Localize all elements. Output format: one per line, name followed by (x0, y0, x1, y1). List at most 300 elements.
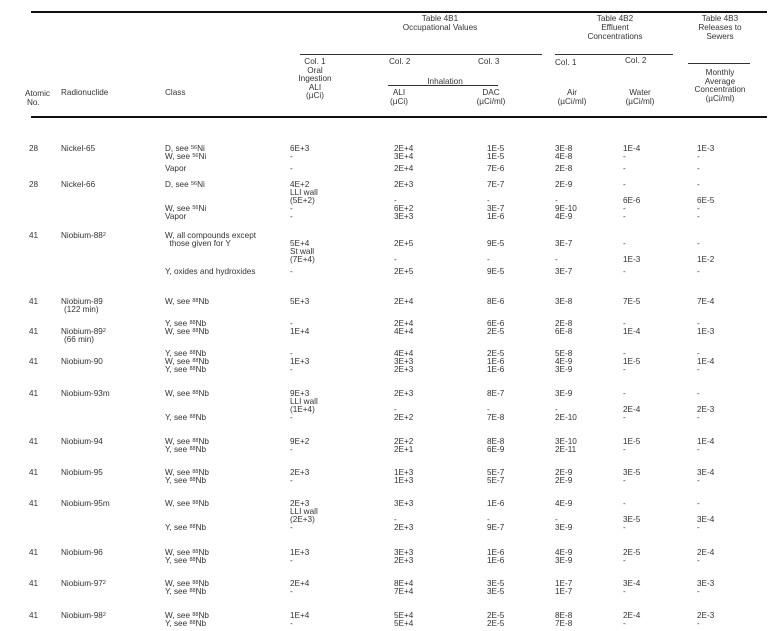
air-value: 8E-8 (555, 611, 573, 620)
water-value: - (623, 267, 626, 276)
class-text: W, see (165, 611, 193, 620)
water-value: - (623, 152, 626, 161)
sewer-value: - (697, 267, 700, 276)
sewer-value: - (697, 587, 700, 596)
atomic-no: 41 (29, 611, 39, 620)
isotope-mass-superscript: 88 (189, 446, 196, 452)
ali-inh-value: 1E+3 (394, 468, 414, 477)
ali-inh-value: 2E+3 (394, 556, 414, 565)
element-symbol: Nb (195, 445, 207, 454)
dac-value: 7E-8 (487, 413, 505, 422)
air-value: 7E-8 (555, 619, 573, 628)
atomic-no: 41 (29, 297, 39, 306)
class-label (165, 240, 231, 248)
dac-value: 7E-7 (487, 180, 505, 189)
water-value: - (623, 476, 626, 485)
radionuclide-name (61, 390, 110, 398)
water-value: 3E-5 (623, 515, 641, 524)
dac-value: 2E-5 (487, 327, 505, 336)
ali-inh-value: 3E+4 (394, 152, 414, 161)
dac-value: 3E-5 (487, 579, 505, 588)
class-label (165, 366, 206, 374)
class-text: Y, see (165, 365, 190, 374)
isotope-mass-superscript: 88 (189, 557, 196, 563)
class-text: Vapor (165, 164, 187, 173)
ali-oral-value: 2E+3 (290, 468, 310, 477)
water-value: - (623, 413, 626, 422)
air-value: 4E-9 (555, 357, 573, 366)
element-symbol: Ni (197, 144, 205, 153)
dac-value: 3E-7 (487, 204, 505, 213)
sewer-value: 6E-5 (697, 196, 715, 205)
sewer-value: - (697, 239, 700, 248)
ali-oral-value: - (290, 619, 293, 628)
atomic-no: 41 (29, 327, 39, 336)
ali-oral-value: - (290, 556, 293, 565)
ali-oral-value: - (290, 152, 293, 161)
sewer-value: - (697, 476, 700, 485)
air-value: 4E-9 (555, 499, 573, 508)
class-text: Vapor (165, 212, 187, 221)
dac-value: 1E-6 (487, 499, 505, 508)
water-value: - (623, 349, 626, 358)
sewer-value: - (697, 413, 700, 422)
water-value: - (623, 204, 626, 213)
ali-inh-value: 2E+4 (394, 144, 414, 153)
radionuclide-label: Niobium-89 (61, 327, 103, 336)
dac-label: DAC (482, 88, 500, 97)
ali-inh-value: 2E+3 (394, 523, 414, 532)
element-symbol: Nb (198, 327, 209, 336)
air-value: 3E-10 (555, 437, 577, 446)
oral-label: Oral (307, 65, 323, 75)
group-4b1-line2: Occupational Values (402, 23, 478, 32)
radionuclide-name (61, 438, 103, 446)
class-text: W, see (165, 297, 193, 306)
dac-value: - (487, 196, 490, 205)
air-value: 2E-11 (555, 445, 577, 454)
dac-value: 2E-5 (487, 611, 505, 620)
water-value: 2E-4 (623, 611, 641, 620)
water-value: - (623, 523, 626, 532)
footnote-marker: 2 (102, 328, 106, 334)
radionuclide-label: Nickel-65 (61, 144, 96, 153)
water-label: Water (629, 88, 651, 97)
average-label: Average (704, 76, 736, 86)
class-label (165, 328, 209, 336)
ali-inh-value: 2E+1 (394, 445, 414, 454)
air-value: 4E-8 (555, 152, 573, 161)
air-value: 3E-7 (555, 267, 573, 276)
ali-inh-value: 2E+4 (394, 164, 414, 173)
dac-value: 5E-7 (487, 476, 505, 485)
isotope-mass-superscript: 88 (189, 414, 196, 420)
radionuclide-label: Niobium-90 (61, 357, 103, 366)
ali-oral-value: (2E+3) (290, 515, 315, 524)
ali-inh-value: 7E+4 (394, 587, 414, 596)
class-label (165, 213, 186, 221)
water-value: - (623, 389, 626, 398)
dac-value: 1E-5 (487, 152, 505, 161)
top-rule (31, 11, 767, 13)
dac-value: 9E-7 (487, 523, 505, 532)
dac-value: - (487, 515, 490, 524)
ali-oral-value: - (290, 212, 293, 221)
atomic-no: 41 (29, 548, 39, 557)
half-life-note: (66 min) (64, 335, 95, 344)
sewer-value: 7E-4 (697, 297, 715, 306)
class-label (165, 557, 206, 565)
concentration-label: Concentration (694, 85, 746, 94)
class-text: W, see (165, 548, 193, 557)
water-value: 1E-5 (623, 437, 641, 446)
class-text: Y, see (165, 445, 190, 454)
water-value: - (623, 619, 626, 628)
water-value: 3E-4 (623, 579, 641, 588)
ali-oral-value: - (290, 413, 293, 422)
air-value: 2E-8 (555, 319, 573, 328)
class-text: D, see (165, 144, 191, 153)
header-class: Class (165, 88, 186, 97)
class-text: Y, see (165, 319, 190, 328)
ali-oral-value: - (290, 164, 293, 173)
sewer-value: - (697, 556, 700, 565)
footnote-marker: 2 (102, 612, 106, 618)
sewer-value: - (697, 445, 700, 454)
air-value: 2E-9 (555, 180, 573, 189)
radionuclide-name (61, 580, 106, 588)
isotope-mass-superscript: 88 (192, 549, 199, 555)
radionuclide-label: Niobium-89 (61, 297, 103, 306)
ali-oral-value: 2E+3 (290, 499, 310, 508)
ali-inh-value: 2E+2 (394, 437, 414, 446)
element-symbol: Nb (198, 357, 209, 366)
dac-value: 1E-6 (487, 556, 505, 565)
isotope-mass-superscript: 88 (189, 524, 196, 530)
element-symbol: Nb (198, 548, 209, 557)
footnote-marker: 2 (102, 580, 106, 586)
header-atomic-no (25, 89, 50, 107)
water-value: - (623, 212, 626, 221)
class-text: Y, see (165, 523, 190, 532)
radionuclide-name (61, 181, 95, 189)
class-text: Y, see (165, 619, 190, 628)
air-value: - (555, 515, 558, 524)
group-4b1-line1: Table 4B1 (421, 14, 459, 23)
ali-oral-value: 5E+4 (290, 239, 310, 248)
atomic-no: 41 (29, 389, 39, 398)
footnote-marker: 2 (102, 232, 106, 238)
dac-value: 7E-6 (487, 164, 505, 173)
class-text: W, see (165, 389, 193, 398)
water-unit-label: (µCi/ml) (625, 96, 655, 106)
header-col-4b3 (680, 69, 760, 103)
air-value: 1E-7 (555, 579, 573, 588)
class-label (165, 390, 209, 398)
air-unit-label: (µCi/ml) (557, 96, 587, 106)
air-value: 3E-8 (555, 144, 573, 153)
ali-inh-value: 8E+4 (394, 579, 414, 588)
water-value: - (623, 365, 626, 374)
header-radionuclide: Radionuclide (61, 88, 109, 97)
class-text: D, see (165, 180, 191, 189)
ali-inh-value: 4E+4 (394, 349, 414, 358)
header-col2-4b1-num: Col. 2 (389, 57, 411, 66)
radionuclide-name (61, 145, 95, 153)
class-label (165, 524, 206, 532)
no-label: No. (27, 98, 40, 107)
sewer-value: - (697, 619, 700, 628)
ali-oral-value: - (290, 204, 293, 213)
sewer-value: - (697, 365, 700, 374)
group-4b3-line3: Sewers (706, 32, 734, 41)
air-value: 3E-9 (555, 556, 573, 565)
header-col1-4b2-air (552, 89, 592, 106)
ali-oral-value: 1E+3 (290, 357, 310, 366)
ali-inh-value: 2E+2 (394, 413, 414, 422)
ali-inh-value: 4E+4 (394, 327, 414, 336)
ali-inh-value: 5E+4 (394, 611, 414, 620)
radionuclide-name (61, 500, 110, 508)
ali-inh-value: 2E+4 (394, 319, 414, 328)
group-4b3-line1: Table 4B3 (701, 14, 739, 23)
class-text: W, see (165, 468, 193, 477)
dac-value: 2E-5 (487, 619, 505, 628)
ali-oral-value: - (290, 445, 293, 454)
dac-value: 8E-6 (487, 297, 505, 306)
header-col1-4b1 (290, 58, 340, 101)
air-value: 3E-9 (555, 365, 573, 374)
class-text: Y, see (165, 476, 190, 485)
radionuclide-label: Niobium-93m (61, 389, 110, 398)
element-symbol: Nb (198, 297, 209, 306)
header-inhalation: Inhalation (427, 77, 463, 86)
element-symbol: Nb (195, 365, 207, 374)
atomic-no: 28 (29, 180, 39, 189)
isotope-mass-superscript: 88 (192, 298, 199, 304)
class-text: W, see (165, 499, 193, 508)
dac-value: 1E-6 (487, 365, 505, 374)
water-value: 3E-5 (623, 468, 641, 477)
sewer-value: - (697, 319, 700, 328)
header-col3-4b1-dac (470, 89, 512, 106)
isotope-mass-superscript: 88 (189, 620, 196, 626)
isotope-mass-superscript: 88 (189, 366, 196, 372)
isotope-mass-superscript: 88 (192, 390, 199, 396)
element-symbol: Nb (198, 611, 209, 620)
dac-value: 8E-8 (487, 437, 505, 446)
radionuclide-label: Niobium-96 (61, 548, 103, 557)
ali-inh-value: - (394, 405, 397, 414)
class-label (165, 446, 206, 454)
header-col2-4b1-ali (384, 89, 414, 106)
dac-value: 9E-5 (487, 267, 505, 276)
air-value: - (555, 255, 558, 264)
sewer-value: 1E-2 (697, 255, 715, 264)
ali-oral-value: St wall (290, 247, 315, 256)
sewer-value: 1E-3 (697, 327, 715, 336)
ali-inh-value: 2E+4 (394, 297, 414, 306)
air-value: - (555, 196, 558, 205)
class-label (165, 298, 209, 306)
dac-value: 9E-5 (487, 239, 505, 248)
element-symbol: Nb (198, 437, 209, 446)
element-symbol: Nb (198, 499, 209, 508)
dac-value: 1E-6 (487, 357, 505, 366)
class-label (165, 165, 186, 173)
element-symbol: Nb (195, 523, 207, 532)
ali-oral-value: 1E+3 (290, 548, 310, 557)
inh-uci-label: (µCi) (390, 96, 408, 106)
ali-inh-value: - (394, 255, 397, 264)
element-symbol: Ni (197, 180, 205, 189)
class-text: W, see (165, 327, 193, 336)
ali-label: ALI (308, 82, 322, 92)
ali-oral-value: 1E+4 (290, 611, 310, 620)
water-value: 6E-6 (623, 196, 641, 205)
radionuclide-label: Niobium-95m (61, 499, 110, 508)
sewer-value: 1E-4 (697, 437, 715, 446)
air-value: - (555, 405, 558, 414)
header-col2-4b2-water (620, 89, 660, 106)
radionuclide-label: Niobium-94 (61, 437, 103, 446)
group-4b3-title (680, 14, 760, 41)
ali-oral-value: - (290, 319, 293, 328)
class-label (165, 500, 209, 508)
class-text: W, see (165, 579, 193, 588)
radionuclide-label: Nickel-66 (61, 180, 96, 189)
ali-inh-value: 6E+2 (394, 204, 414, 213)
header-col3-4b1-num: Col. 3 (478, 57, 500, 66)
element-symbol: Ni (198, 152, 207, 161)
class-text: Y, see (165, 413, 190, 422)
air-value: 4E-9 (555, 212, 573, 221)
ali-inh-value: 2E+3 (394, 180, 414, 189)
isotope-mass-superscript: 56 (192, 205, 199, 211)
half-life-note: (122 min) (64, 305, 99, 314)
dac-unit-label: (µCi/ml) (476, 96, 506, 106)
ali-oral-value: 9E+2 (290, 437, 310, 446)
ali-oral-value: 4E+2 (290, 180, 310, 189)
water-value: - (623, 319, 626, 328)
ali-inh-value: 1E+3 (394, 476, 414, 485)
air-value: 1E-7 (555, 587, 573, 596)
sewer-value: 2E-3 (697, 611, 715, 620)
water-value: - (623, 180, 626, 189)
element-symbol: Nb (195, 413, 207, 422)
water-value: - (623, 556, 626, 565)
ali-oral-value: - (290, 267, 293, 276)
isotope-mass-superscript: 88 (192, 500, 199, 506)
isotope-mass-superscript: 56 (190, 145, 198, 151)
sewer-value: - (697, 523, 700, 532)
class-text: W, see (165, 204, 193, 213)
air-value: 4E-9 (555, 548, 573, 557)
dac-value: 6E-6 (487, 319, 505, 328)
ingestion-label: Ingestion (298, 74, 332, 83)
atomic-label: Atomic (25, 89, 51, 98)
air-value: 2E-9 (555, 476, 573, 485)
air-value: 2E-9 (555, 468, 573, 477)
air-value: 3E-8 (555, 297, 573, 306)
dac-value: 1E-6 (487, 548, 505, 557)
ali-inh-value: 3E+3 (394, 548, 414, 557)
ali-oral-value: LLI wall (290, 397, 318, 406)
water-value: - (623, 164, 626, 173)
ali-inh-value: 2E+3 (394, 389, 414, 398)
sewer-value: - (697, 152, 700, 161)
ali-oral-value: (5E+2) (290, 196, 315, 205)
element-symbol: Ni (198, 204, 207, 213)
isotope-mass-superscript: 88 (192, 328, 199, 334)
isotope-mass-superscript: 88 (192, 469, 199, 475)
ali-oral-value: - (290, 523, 293, 532)
water-value: 2E-4 (623, 405, 641, 414)
ali-inh-value: 5E+4 (394, 619, 414, 628)
water-value: - (623, 445, 626, 454)
group-4b2-line1: Table 4B2 (596, 14, 634, 23)
class-text: Y, see (165, 556, 190, 565)
class-text: Y, oxides and hydroxides (165, 267, 256, 276)
isotope-mass-superscript: 88 (192, 438, 199, 444)
isotope-mass-superscript: 56 (192, 153, 199, 159)
element-symbol: Nb (195, 619, 207, 628)
class-text: those given for Y (165, 239, 231, 248)
isotope-mass-superscript: 88 (189, 320, 196, 326)
class-label (165, 414, 206, 422)
ali-oral-value: (7E+4) (290, 255, 315, 264)
class-text: W, all compounds except (165, 231, 257, 240)
dac-value: 1E-5 (487, 144, 505, 153)
water-value: 1E-4 (623, 144, 641, 153)
sewer-value: - (697, 180, 700, 189)
ali-inh-value: 3E+3 (394, 357, 414, 366)
ali-oral-value: 1E+4 (290, 327, 310, 336)
dac-value: - (487, 255, 490, 264)
class-text: W, see (165, 357, 193, 366)
sewer-value: 1E-3 (697, 144, 715, 153)
ali-inh-value: - (394, 515, 397, 524)
element-symbol: Nb (198, 389, 209, 398)
group-4b1-title (380, 14, 500, 32)
air-value: 2E-10 (555, 413, 577, 422)
element-symbol: Nb (195, 319, 207, 328)
element-symbol: Nb (195, 349, 207, 358)
sewer-value: 3E-4 (697, 468, 715, 477)
header-col1-4b2-num: Col. 1 (555, 58, 577, 67)
sewer-value: 3E-4 (697, 515, 715, 524)
isotope-mass-superscript: 88 (189, 588, 196, 594)
class-label (165, 477, 206, 485)
isotope-mass-superscript: 88 (192, 612, 199, 618)
rule-4b3 (688, 63, 750, 64)
air-value: 5E-8 (555, 349, 573, 358)
sewer-value: - (697, 499, 700, 508)
sewer-value: - (697, 164, 700, 173)
atomic-no: 41 (29, 357, 39, 366)
sewer-value: - (697, 212, 700, 221)
isotope-mass-superscript: 88 (189, 350, 196, 356)
isotope-mass-superscript: 88 (189, 477, 196, 483)
air-value: 3E-7 (555, 239, 573, 248)
water-value: 1E-4 (623, 327, 641, 336)
air-value: 6E-8 (555, 327, 573, 336)
group-4b3-line2: Releases to (698, 23, 742, 32)
air-value: 2E-8 (555, 164, 573, 173)
air-value: 3E-9 (555, 523, 573, 532)
class-text: Y, see (165, 349, 190, 358)
sewer-value: 2E-4 (697, 548, 715, 557)
